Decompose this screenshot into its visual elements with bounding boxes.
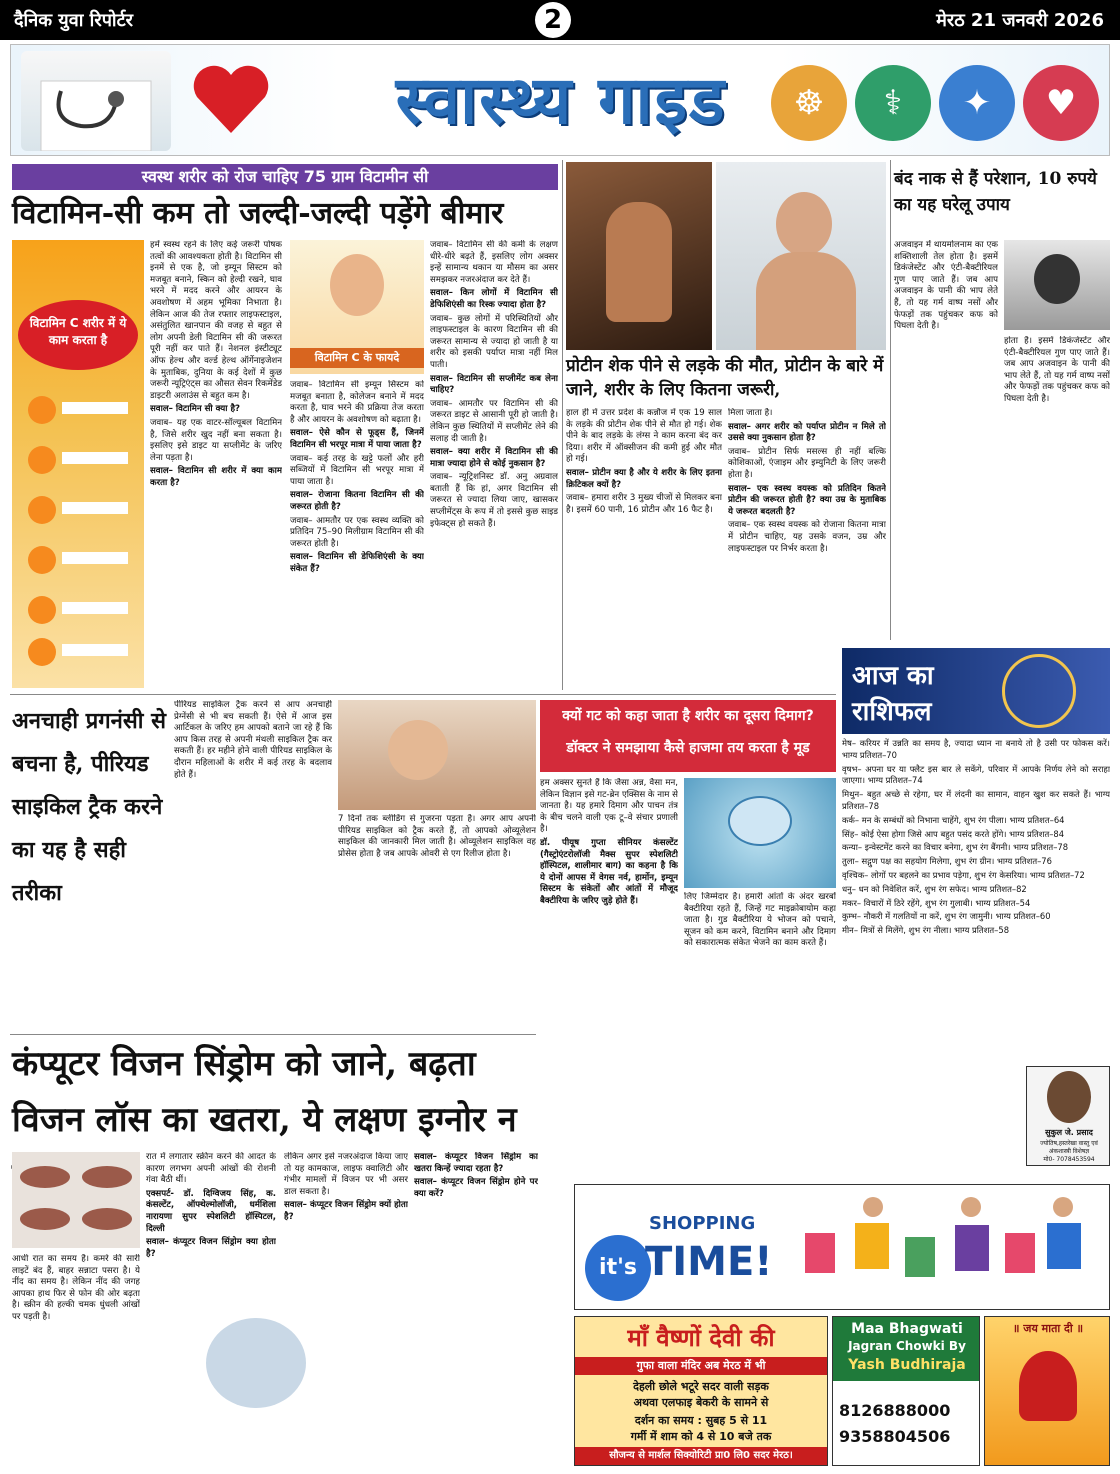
vitamin-question-6: सवाल– किन लोगों में विटामिन सी डेफिशिएंसी का रिस्क ज्यादा होता है?	[430, 288, 558, 310]
cvs-headline: कंप्यूटर विजन सिंड्रोम को जाने, बढ़ता विजन लॉस का खतरा, ये लक्षण इग्नोर न	[12, 1044, 517, 1140]
vitamin-col-1	[150, 240, 282, 688]
nose-col-1	[894, 240, 998, 640]
horoscope-taurus: वृषभ– अपना घर या फ्लैट इस बार ले सकेंगे, परिवार में आपके निर्णय लेने को सराहा जाएगा। भाग्य प्रतिशत–74	[842, 763, 1110, 786]
face-shape	[388, 720, 448, 780]
protein-answer-1: जवाब– हमारा शरीर 3 मुख्य चीजों से मिलकर बना है। इसमें 60 पानी, 16 प्रोटीन और 16 फैट है।	[566, 493, 722, 515]
vitamin-question-7: सवाल– विटामिन सी सप्लीमेंट कब लेना चाहिए?	[430, 373, 558, 396]
person-icon: ✦	[939, 65, 1015, 141]
horoscope-title-bottom: राशिफल	[852, 697, 932, 727]
mata-rani-image	[984, 1316, 1110, 1466]
nose-body-1: अजवाइन में थायमोलनाम का एक शक्तिशाली तेल होता है। इसमें डिकंजेस्टेंट और एंटी-बैक्टीरियल गुण पाए जाते हैं। जब आप अजवाइन के पानी की भाप लेते हैं, तो यह गर्म वाष्प नसों और फेफड़ों तक पहुंचकर कफ को पिघला देती है।	[894, 240, 998, 332]
zodiac-wheel-icon	[1002, 654, 1076, 728]
vitamin-question-3: सवाल– ऐसे कौन से फूड्स हैं, जिनमें विटामिन सी भरपूर मात्रा में पाया जाता है?	[290, 428, 424, 450]
face-shape	[330, 254, 384, 316]
protein-col-1	[566, 408, 722, 688]
horoscope-libra: तुला– सद्गुण पक्ष का सहयोग मिलेगा, शुभ रंग ग्रीन। भाग्य प्रतिशत–76	[842, 856, 1052, 867]
horoscope-scorpio: वृश्चिक– लोगों पर बहलने का प्रभाव पड़ेगा, शुभ रंग केसरिया। भाग्य प्रतिशत–72	[842, 869, 1085, 880]
astrologer-title: ज्योतिष,हस्तरेखा वास्तु एवं अंकशास्त्री विशेषज्ञ	[1040, 1140, 1098, 1155]
torso-shape	[606, 202, 672, 322]
cvs-body-3: लेकिन अगर इसे नजरअंदाज किया जाए तो यह कामकाज, लाइफ क्वालिटी और गंभीर मामलों में विजन पर भी असर डाल सकता है।	[284, 1152, 408, 1197]
vitamin-c-infographic	[12, 240, 144, 688]
horoscope-aquarius: कुम्भ– नौकरी में गलतियों ना करें, शुभ रंग जामुनी। भाग्य प्रतिशत–60	[842, 911, 1051, 922]
horoscope-leo: सिंह– कोई ऐसा होगा जिसे आप बहुत पसंद करते होंगे। भाग्य प्रतिशत–84	[842, 828, 1065, 839]
banner-title: स्वास्थ्य गाइड	[395, 61, 727, 139]
cvs-question-4: सवाल– कंप्यूटर विजन सिंड्रोम होने पर क्या करें?	[414, 1177, 538, 1199]
vaishno-timing: दर्शन का समय : सुबह 5 से 11	[634, 1414, 768, 1427]
vitamin-answer-7: जवाब– आमतौर पर विटामिन सी की जरूरत डाइट से आसानी पूरी हो जाती है। लेकिन कुछ स्थितियों में सप्लीमेंट लेने की सलाह दी जाती है।	[430, 398, 558, 444]
column-divider	[890, 160, 891, 640]
issue-date: मेरठ 21 जनवरी 2026	[936, 10, 1104, 31]
protein-answer-2: जवाब– प्रोटीन सिर्फ मसल्स ही नहीं बल्कि कोशिकाओं, एंजाइम और इम्युनिटी के लिए जरूरी होता है।	[728, 446, 886, 480]
vitamin-answer-8: जवाब– न्यूट्रिशनिस्ट डॉ. अनु अग्रवाल बताती हैं कि हां, अगर विटामिन सी जरूरत से ज्यादा लिया जाए, खासकर सप्लीमेंट्स के रूप में तो इससे कुछ साइड इफेक्ट्स हो सकते हैं।	[430, 472, 558, 529]
heart-icon	[191, 63, 271, 137]
avatar	[1047, 1071, 1091, 1123]
period-body-1: पीरियड साइकिल ट्रैक करने से आप अनचाही प्रेग्नेंसी से भी बच सकती हैं। ऐसे में आज इस आर्टिकल के जरिए हम आपको बताने जा रहे हैं कि आप किस तरह से अपनी मंथली साइकिल ट्रैक कर सकती हैं। हर महीने होने वाली पीरियड साइकिल के दौरान महिलाओं के शरीर में कई तरह के बदलाव होते हैं।	[174, 700, 332, 780]
nose-body-2: होता है। इसमें डिकंजेस्टेंट और एंटी-बैक्टीरियल गुण पाए जाते हैं। जब आप अजवाइन के पानी की भाप लेते हैं, तो यह गर्म वाष्प नसों और फेफड़ों तक पहुंचकर कफ को पिघला देती है।	[1004, 336, 1110, 404]
nose-col-2	[1004, 336, 1110, 640]
protein-headline: प्रोटीन शेक पीने से लड़के की मौत, प्रोटीन के बारे में जाने, शरीर के लिए कितना जरूरी,	[566, 356, 884, 400]
cvs-expert: एक्सपर्ट- डॉ. दिग्विजय सिंह, क. कंसल्टेंट, ऑफ्थेल्मोलॉजी, धर्मशिला नारायणा सुपर स्पेशलिटी हॉस्पिटल, दिल्ली	[146, 1188, 276, 1234]
eye-icon	[82, 1166, 132, 1188]
vitamin-col-3	[430, 240, 558, 688]
vitamin-answer-4: जवाब– आमतौर पर एक स्वस्थ व्यक्ति को प्रतिदिन 75–90 मिलीग्राम विटामिन सी की जरूरत होती है।	[290, 515, 424, 549]
body-shape	[756, 252, 856, 350]
horoscope-gemini: मिथुन– बहुत अच्छे से रहेगा, घर में लंदनी का सामान, वाहन खुश कर सकते हैं। भाग्य प्रतिशत–78	[842, 789, 1110, 811]
horoscope-cancer: कर्क– मन के सम्बंधों को निभाना चाहेंगे, शुभ रंग पीला। भाग्य प्रतिशत–64	[842, 814, 1065, 825]
horoscope-capricorn: मकर– विचारों में ठिरे रहेंगे, शुभ रंग गुलाबी। भाग्य प्रतिशत–54	[842, 897, 1031, 908]
astrologer-card	[1026, 1066, 1110, 1166]
jai-mata-di: ॥ जय माता दी ॥	[1012, 1322, 1084, 1335]
period-body-2: 7 दिनों तक ब्लीडिंग से गुजरना पड़ता है। अगर आप अपनी पीरियड साइकिल को ट्रैक करते हैं, तो आपको ओव्यूलेशन साइकिल की जानकारी मिल जाती है। ओव्यूलेशन साइकिल वह प्रोसेस होता है जब आपके ओवरी से एग रिलीज होता है।	[338, 814, 536, 859]
vaishno-line-3: अथवा एलफाइ बेकरी के सामने से	[633, 1396, 769, 1409]
masthead	[0, 0, 1120, 40]
cvs-col-4	[414, 1152, 538, 1464]
shopping-its: it's	[585, 1235, 651, 1301]
vaishno-line-2: देहली छोले भटूरे सदर वाली सड़क	[633, 1380, 769, 1393]
vaishno-footer: सौजन्य से मार्शल सिक्योरिटी प्रा0 लि0 सदर मेरठ।	[575, 1447, 827, 1465]
horoscope-pisces: मीन– मित्रों से मिलेंगे, शुभ रंग नीला। भाग्य प्रतिशत–58	[842, 925, 1010, 936]
protein-body-1: हाल ही में उत्तर प्रदेश के कन्नौज में एक 19 साल के लड़के की प्रोटीन शेक पीने से मौत हो गई। शेक पीने के बाद लड़के के लंग्स ने काम करना बंद कर दिया। शरीर में ऑक्सीजन की कमी हुई और मौत हो गई।	[566, 408, 722, 465]
vaishno-timing-2: गर्मी में शाम को 4 से 10 बजे तक	[630, 1430, 772, 1443]
eye-symptoms-image	[12, 1152, 140, 1248]
protein-body-2: मिला जाता है।	[728, 408, 773, 418]
jagran-line-2: Jagran Chowki By	[848, 1339, 966, 1353]
period-col-1	[174, 700, 332, 1030]
vitamin-body-1: हमें स्वस्थ रहने के लिए कई जरूरी पोषक तत्वों की आवश्यकता होती है। विटामिन सी इनमें से एक है, जो इम्यून सिस्टम को मजबूत बनाने, स्किन को हेल्दी रखने, घाव भरने में मदद करने और आयरन के अवशोषण में अहम भूमिका निभाता है। लेकिन आज की तेज रफ्तार लाइफस्टाइल, असंतुलित खानपान की वजह से बहुत से लोग अपनी डेली विटामिन सी की जरूरत पूरी नहीं कर पाते हैं। नेशनल इंस्टीट्यूट ऑफ हेल्थ और वर्ल्ड हेल्थ ऑर्गेनाइजेशन के मुताबिक, दुनिया के कई देशों में कुछ जरूरी न्यूट्रिएंट्स का औसत सेवन रिकमेंडेड डाइटरी अलाउंस से बहुत कम है।	[150, 240, 282, 401]
fitness-icon: ⚕	[855, 65, 931, 141]
woman-in-bed-image	[338, 700, 536, 810]
period-headline: अनचाही प्रगनंसी से बचना है, पीरियड साइकिल ट्रैक करने का यह है सही तरीका	[12, 708, 166, 906]
paper-name: दैनिक युवा रिपोर्टर	[14, 10, 134, 31]
eye-icon	[20, 1208, 70, 1230]
goddess-figure	[1019, 1351, 1077, 1421]
vitamin-col-2	[290, 380, 424, 688]
brain-headline-2: डॉक्टर ने समझाया कैसे हाजमा तय करता है मूड	[566, 740, 810, 756]
face-shape	[776, 192, 832, 256]
nose-headline: बंद नाक से हैं परेशान, 10 रुपये का यह घरेलू उपाय	[894, 169, 1097, 215]
vitamin-answer-1: जवाब– यह एक वाटर-सॉल्यूबल विटामिन है, जिसे शरीर खुद नहीं बना सकता है। इसलिए इसे डाइट या सप्लीमेंट के जरिए लेना पड़ता है।	[150, 417, 282, 463]
vitamin-body-2: जवाब– विटामिन सी इम्यून सिस्टम को मजबूत बनाता है, कोलेजन बनाने में मदद करता है, घाव भरने की प्रक्रिया तेज करता है और आयरन के अवशोषण को बढ़ाता है।	[290, 380, 424, 425]
cvs-col-2	[146, 1152, 276, 1464]
yoga-icon: ☸	[771, 65, 847, 141]
column-divider	[562, 160, 563, 690]
cvs-question-2: सवाल– कंप्यूटर विजन सिंड्रोम क्यों होता है?	[284, 1200, 408, 1222]
protein-answer-3: जवाब– एक स्वस्थ वयस्क को रोजाना कितना मात्रा में प्रोटीन चाहिए, यह उसके वजन, उम्र और लाइफस्टाइल पर निर्भर करता है।	[728, 520, 886, 554]
protein-question-1: सवाल– प्रोटीन क्या है और ये शरीर के लिए इतना क्रिटिकल क्यों है?	[566, 467, 722, 490]
horoscope-title-top: आज का	[852, 661, 934, 691]
vitamin-question-2: सवाल– विटामिन सी शरीर में क्या काम करता है?	[150, 466, 282, 488]
shopping-ad	[574, 1184, 1110, 1310]
cvs-body-2: रात में लगातार स्क्रीन करने की आदत के कारण लगभग अपनी आंखों की रोशनी गंवा बैठी थीं।	[146, 1152, 276, 1186]
bodybuilder-drinking-image	[566, 162, 712, 350]
eye-icon	[20, 1166, 70, 1188]
shopping-word: SHOPPING	[649, 1213, 756, 1234]
horoscope-header	[842, 648, 1110, 734]
cvs-col-3	[284, 1152, 408, 1464]
jagran-line-1: Maa Bhagwati	[851, 1321, 963, 1337]
vitamin-strip: स्वस्थ शरीर को रोज चाहिए 75 ग्राम विटामीन सी	[12, 164, 558, 190]
vitamin-answer-6: जवाब– कुछ लोगों में परिस्थितियों और लाइफस्टाइल के कारण विटामिन सी की जरूरत सामान्य से ज्यादा हो जाती है या शरीर को इसकी पर्याप्त मात्रा नहीं मिल पाती।	[430, 313, 558, 370]
brain-icon	[728, 796, 792, 846]
jagran-phone-2: 9358804506	[839, 1427, 951, 1446]
horoscope-virgo: कन्या– इन्वेस्टमेंट करने का विचार बनेगा, शुभ रंग बैंगनी। भाग्य प्रतिशत–78	[842, 842, 1069, 853]
jagran-phone-1: 8126888000	[839, 1401, 951, 1420]
horoscope-sagittarius: धनु– धन को निवेशित करें, शुभ रंग सफेद। भाग्य प्रतिशत–82	[842, 883, 1027, 894]
jagran-line-3: Yash Budhiraja	[848, 1357, 966, 1373]
cvs-body-1: आधी रात का समय है। कमरे की सारी लाइटें बंद हैं, बाहर सन्नाटा पसरा है। ये नींद का समय है। लेकिन नींद की जगह आपका हाथ फिर से फोन की ओर बढ़ता है। स्क्रीन की हल्की चमक धुंधली आंखों पर पड़ती है।	[12, 1254, 140, 1322]
vitamin-question-8: सवाल– क्या शरीर में विटामिन सी की मात्रा ज्यादा होने से कोई नुकसान है?	[430, 447, 558, 469]
vitamin-question-1: सवाल– विटामिन सी क्या है?	[150, 404, 240, 415]
health-guide-banner	[10, 44, 1110, 156]
vitamin-headline: विटामिन-सी कम तो जल्दी-जल्दी पड़ेंगे बीमार	[12, 196, 504, 231]
protein-question-3: सवाल– एक स्वस्थ वयस्क को प्रतिदिन कितने प्रोटीन की जरूरत होती है? क्या उम्र के मुताबिक ये जरूरत बदलती है?	[728, 483, 886, 517]
brain-col-1	[540, 778, 678, 1178]
shopping-time: TIME!	[645, 1239, 773, 1285]
doctor-stethoscope-image	[21, 51, 171, 151]
heartbeat-icon: ♥	[1023, 65, 1099, 141]
vitamin-c-benefits-title: विटामिन C के फायदे	[290, 348, 424, 368]
brain-body-1: हम अक्सर सुनते हैं कि जैसा अन्न, वैसा मन, लेकिन विज्ञान इसे गट-ब्रेन एक्सिस के नाम से जानता है। यह हमारे दिमाग और पाचन तंत्र के बीच चलने वाली एक टू–वे संचार प्रणाली है।	[540, 778, 678, 835]
brain-col-2	[684, 892, 836, 1178]
section-divider	[10, 1034, 536, 1035]
orange-slices-icon	[22, 390, 134, 670]
brain-headline-box	[540, 700, 836, 772]
page-number: 2	[535, 2, 571, 38]
eye-icon	[82, 1208, 132, 1230]
horoscope-aries: मेष– करियर में उन्नति का समय है, ज्यादा ध्यान ना बनाये तो है उसी पर फोकस करें। भाग्य प्रतिशत–70	[842, 738, 1110, 760]
shopping-people-icon	[795, 1193, 1095, 1305]
vitamin-question-4: सवाल– रोजाना कितना विटामिन सी की जरूरत होती है?	[290, 490, 424, 512]
astrologer-name: सुकुल जे. प्रसाद	[1045, 1128, 1093, 1137]
health-icons-row	[771, 65, 1101, 145]
vaishno-title: माँ वैष्णों देवी की	[627, 1324, 775, 1352]
jagran-ad	[832, 1316, 980, 1466]
protein-col-2	[728, 408, 886, 688]
vaishno-line-1: गुफा वाला मंदिर अब मेरठ में भी	[575, 1357, 827, 1375]
vitamin-c-woman-image	[290, 240, 424, 374]
steam-inhalation-image	[1004, 240, 1110, 330]
vitamin-answer-3: जवाब– कई तरह के खट्टे फलों और हरी सब्जियों में विटामिन सी भरपूर मात्रा में पाया जाता है।	[290, 453, 424, 487]
vaishno-devi-ad	[574, 1316, 828, 1466]
brain-body-2: डॉ. पीयूष गुप्ता सीनियर कंसल्टेंट (गैस्ट्रोएंटरोलॉजी मैक्स सुपर स्पेशलिटी हॉस्पिटल, शालीमार बाग) का कहना है कि ये दोनों आपस में वेगस नर्व, हार्मोन, इम्यून सिस्टम के संकेतों और आंतों में मौजूद बैक्टीरिया के जरिए जुड़े होते हैं।	[540, 837, 678, 906]
protein-question-2: सवाल– अगर शरीर को पर्याप्त प्रोटीन न मिले तो उससे क्या नुकसान होता है?	[728, 421, 886, 444]
astrologer-phone: मो0- 7078453594	[1043, 1156, 1095, 1163]
brain-gut-image	[684, 778, 836, 888]
brain-body-3: लिए जिम्मेदार है। हमारी आंतों के अंदर खरबों बैक्टीरिया रहते हैं, जिन्हें गट माइक्रोबायोम कहा जाता है। गुड बैक्टीरिया ये भोजन को पचाने, सूजन को कम करने, विटामिन बनाने और दिमाग को सकारात्मक संकेत भेजने का काम करते हैं।	[684, 892, 836, 949]
period-col-2	[338, 814, 536, 1030]
vitamin-c-title: विटामिन C शरीर में ये काम करता है	[18, 300, 138, 370]
section-divider	[10, 694, 836, 695]
towel-head-shape	[1034, 254, 1080, 304]
vitamin-answer-5: जवाब– विटामिन सी की कमी के लक्षण धीरे-धीरे बढ़ते हैं, इसलिए लोग अक्सर इन्हें सामान्य थकान या मौसम का असर समझकर नजरअंदाज कर देते हैं।	[430, 240, 558, 285]
cvs-question-1: सवाल– कंप्यूटर विजन सिंड्रोम क्या होता है?	[146, 1237, 276, 1259]
man-protein-shake-image	[716, 162, 886, 350]
cvs-col-1	[12, 1254, 140, 1464]
cvs-question-3: सवाल– कंप्यूटर विजन सिंड्रोम का खतरा किन्हें ज्यादा रहता है?	[414, 1152, 538, 1174]
vitamin-question-5: सवाल– विटामिन सी डेफिशिएंसी के क्या संकेत हैं?	[290, 552, 424, 574]
brain-headline-1: क्यों गट को कहा जाता है शरीर का दूसरा दिमाग?	[562, 708, 814, 724]
